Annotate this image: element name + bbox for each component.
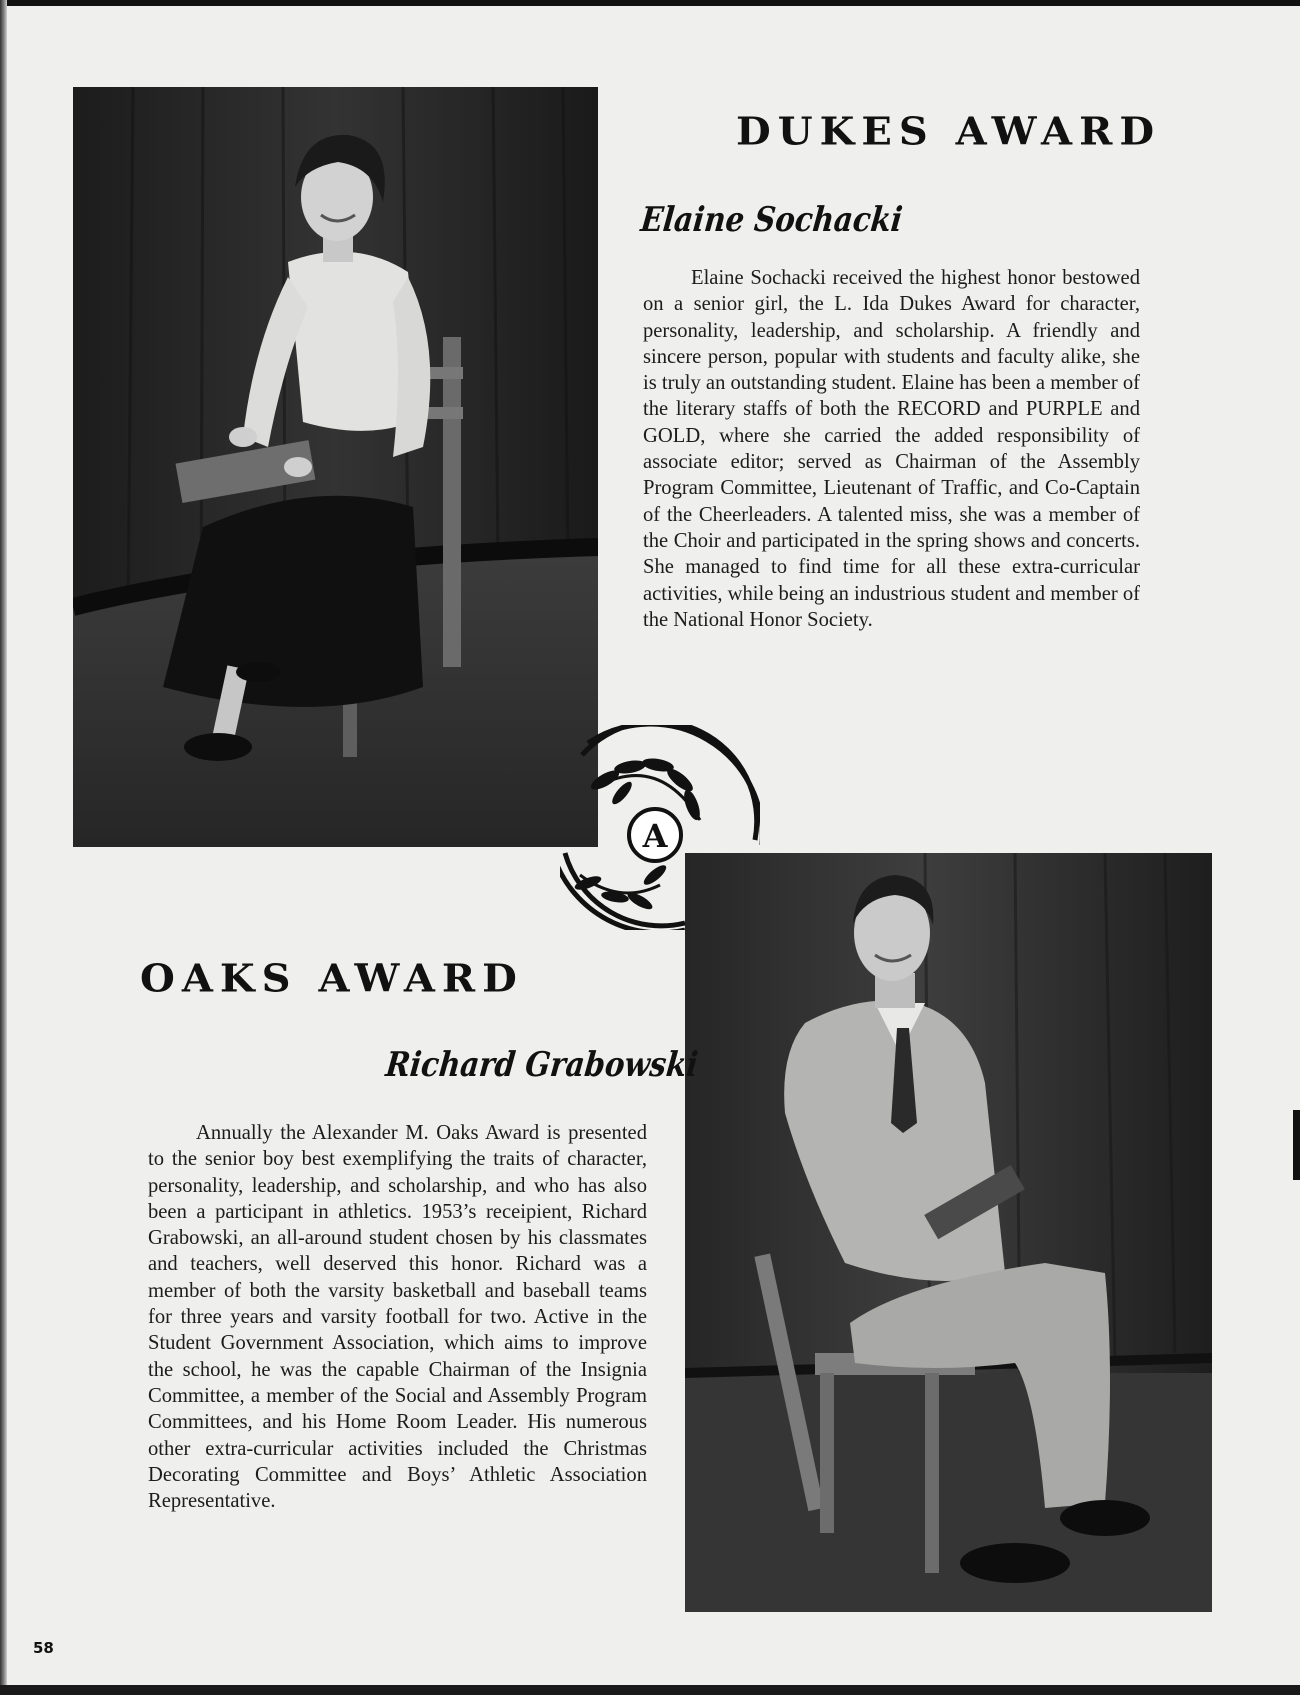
page-bottom-edge [0, 1685, 1300, 1695]
dukes-award-description: Elaine Sochacki received the highest honor bestowed on a senior girl, the L. Ida Dukes Award for character, personality, leadership, and scholarship. A friendly and sincere person, popular with students and faculty alike, she is truly an outstanding student. Elaine has been a member of the literary staffs of both the RECORD and PURPLE and GOLD, where she carried the added responsibility of associate editor; served as Chairman of the Assembly Program Committee, Lieutenant of Traffic, and Co-Captain of the Cheerleaders. A talented miss, she was a member of the Choir and participated in the spring shows and concerts. She managed to find time for all these extra-curricular activities, while being an industrious student and member of the National Honor Society. [643, 267, 1141, 631]
page-top-edge [0, 0, 1300, 6]
portrait-boy-illustration [685, 853, 1212, 1612]
photo-elaine-sochacki [73, 87, 598, 847]
dukes-award-recipient-name: Elaine Sochacki [638, 200, 905, 240]
emblem-letter: A [642, 817, 668, 855]
laurel-wreath-emblem-icon [560, 725, 760, 930]
binding-edge [0, 0, 7, 1695]
photo-richard-grabowski [685, 853, 1212, 1612]
oaks-award-heading: OAKS AWARD [140, 956, 524, 1001]
oaks-award-recipient-name: Richard Grabowski [383, 1045, 700, 1085]
dukes-award-heading: DUKES AWARD [736, 109, 1162, 154]
page-tab-marker [1293, 1110, 1300, 1180]
portrait-girl-illustration [73, 87, 598, 847]
oaks-award-description: Annually the Alexander M. Oaks Award is presented to the senior boy best exemplifying the traits of character, personality, leadership, and scholarship, and who has also been a participant in athletics. 1953’s receipient, Richard Grabowski, an all-around student chosen by his classmates and teachers, well deserved this honor. Richard was a member of both the varsity basketball and baseball teams for three years and varsity football for two. Active in the Student Government Association, which aims to improve the school, he was the capable Chairman of the Insignia Committee, a member of the Social and Assembly Program Committees, and his Home Room Leader. His numerous other extra-curricular activities included the Christmas Decorating Committee and Boys’ Athletic Association Representative. [148, 1122, 647, 1513]
page-number: 58 [33, 1639, 54, 1657]
